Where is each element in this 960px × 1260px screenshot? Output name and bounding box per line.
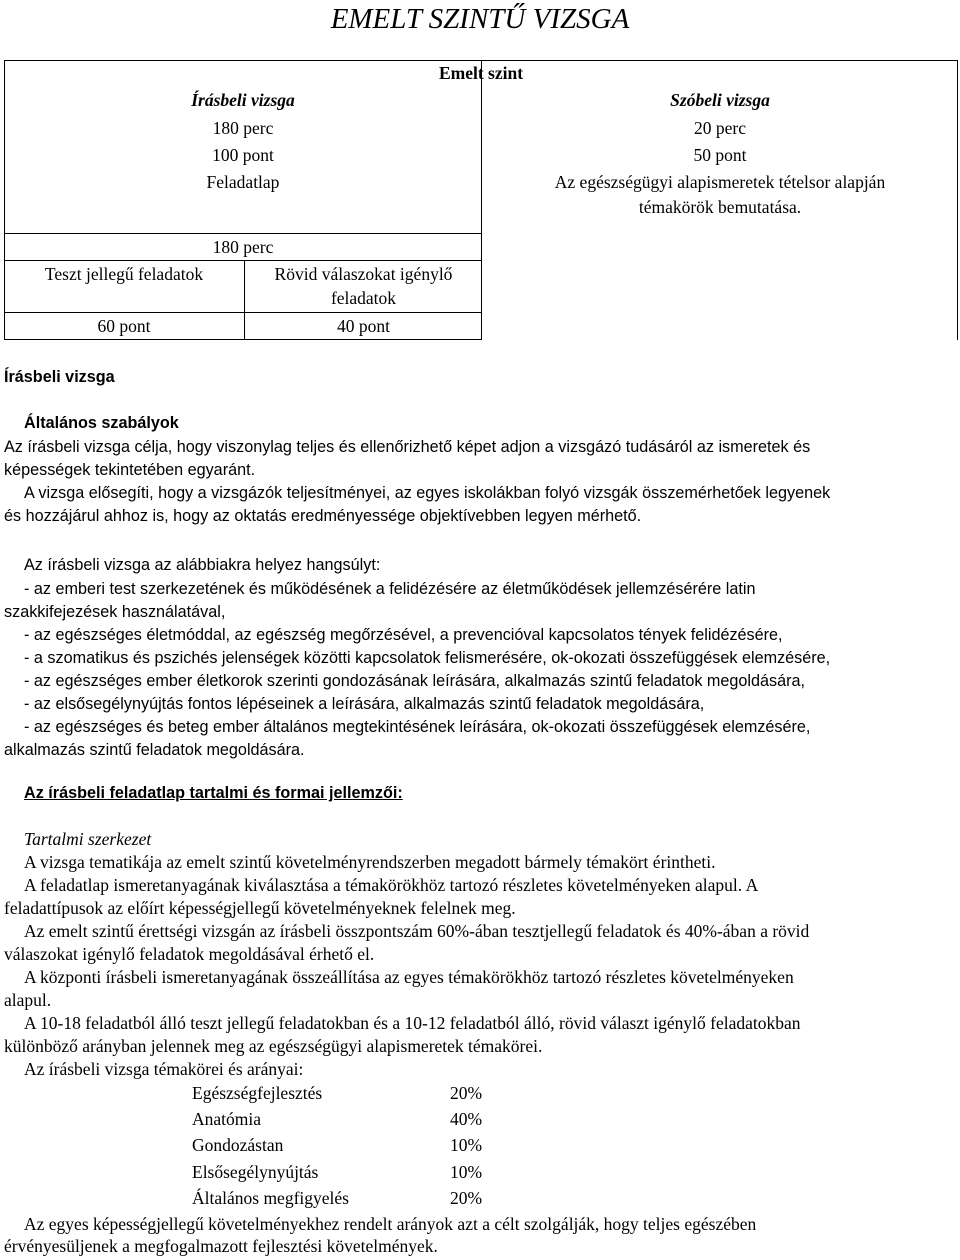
content-line3b: válaszokat igénylő feladatok megoldásával érhető el. xyxy=(4,944,375,964)
content-line5b: különböző arányban jelennek meg az egészségügyi alapismeretek témakörei. xyxy=(4,1036,543,1056)
topic-row xyxy=(192,1185,522,1211)
topic-name: Anatómia xyxy=(192,1109,262,1129)
content-line1: A vizsga tematikája az emelt szintű követelményrendszerben megadott bármely témakört érintheti. xyxy=(24,852,716,872)
section-heading: Írásbeli vizsga xyxy=(4,368,115,386)
written-time: 180 perc xyxy=(212,118,274,138)
exam-structure-table xyxy=(4,60,958,340)
test-tasks-label: Teszt jellegű feladatok xyxy=(44,264,204,284)
emphasis-item1-line2: szakkifejezések használatával, xyxy=(4,603,226,621)
topic-percent: 20% xyxy=(450,1188,483,1208)
written-form: Feladatlap xyxy=(206,172,280,192)
emphasis-item1-line1: - az emberi test szerkezetének és működésének a felidézésére az életműködések jellemzésérére latin xyxy=(24,580,756,598)
closing-line2: érvényesüljenek a megfogalmazott fejlesztési követelmények. xyxy=(4,1236,438,1256)
short-answer-points: 40 pont xyxy=(337,316,390,336)
emphasis-item3: - a szomatikus és pszichés jelenségek közötti kapcsolatok felismerésére, ok-okozati összefüggések elemzésére, xyxy=(24,649,831,667)
oral-time: 20 perc xyxy=(694,118,746,138)
topic-percent: 10% xyxy=(450,1162,483,1182)
topic-percent: 20% xyxy=(450,1083,483,1103)
content-line5a: A 10-18 feladatból álló teszt jellegű feladatokban és a 10-12 feladatból álló, rövid választ igénylő feladatokban xyxy=(24,1013,801,1033)
oral-form-line1: Az egészségügyi alapismeretek tételsor alapján xyxy=(554,172,886,192)
short-answer-label-1: Rövid válaszokat igénylő xyxy=(274,264,453,284)
closing-line1: Az egyes képességjellegű követelményekhez rendelt arányok azt a célt szolgálják, hogy teljes egészében xyxy=(24,1214,757,1234)
general-p1-line2: képességek tekintetében egyaránt. xyxy=(4,461,256,479)
topic-name: Általános megfigyelés xyxy=(192,1188,349,1208)
subtable-time: 180 perc xyxy=(212,237,274,257)
general-p2-line2: és hozzájárul ahhoz is, hogy az oktatás eredményessége objektívebben legyen mérhető. xyxy=(4,507,642,525)
topic-name: Egészségfejlesztés xyxy=(192,1083,323,1103)
topic-row xyxy=(192,1080,522,1106)
level-header: Emelt szint xyxy=(438,63,524,83)
written-points: 100 pont xyxy=(212,145,274,165)
oral-exam-header: Szóbeli vizsga xyxy=(670,90,770,110)
emphasis-item6-line1: - az egészséges és beteg ember általános megtekintésének leírására, ok-okozati összefüggések elemzésére, xyxy=(24,718,811,736)
topic-name: Elsősegélynyújtás xyxy=(192,1162,319,1182)
emphasis-item2: - az egészséges életmóddal, az egészség megőrzésével, a prevencióval kapcsolatos tények felidézésére, xyxy=(24,626,783,644)
emphasis-item6-line2: alkalmazás szintű feladatok megoldására. xyxy=(4,741,305,759)
content-line2a: A feladatlap ismeretanyagának kiválasztása a témakörökhöz tartozó részletes követelményeken alapul. A xyxy=(24,875,759,895)
topic-row xyxy=(192,1132,522,1158)
topic-name: Gondozástan xyxy=(192,1135,284,1155)
content-heading: Az írásbeli feladatlap tartalmi és formai jellemzői: xyxy=(24,784,403,802)
general-p2-line1: A vizsga elősegíti, hogy a vizsgázók teljesítményei, az egyes iskolákban folyó vizsgák összemérhetőek legyenek xyxy=(24,484,831,502)
short-answer-label-2: feladatok xyxy=(330,288,397,308)
topic-percent: 40% xyxy=(450,1109,483,1129)
topics-intro: Az írásbeli vizsga témakörei és arányai: xyxy=(24,1059,304,1079)
topic-row xyxy=(192,1159,522,1185)
written-exam-header: Írásbeli vizsga xyxy=(191,90,295,110)
test-tasks-points: 60 pont xyxy=(97,316,151,336)
content-line2b: feladattípusok az előírt képességjellegű követelményeknek felelnek meg. xyxy=(4,898,516,918)
emphasis-item4: - az egészséges ember életkorok szerinti gondozásának leírására, alkalmazás szintű feladatok megoldására, xyxy=(24,672,806,690)
general-rules-heading: Általános szabályok xyxy=(24,414,179,432)
content-line4b: alapul. xyxy=(4,990,52,1010)
page-title: EMELT SZINTŰ VIZSGA xyxy=(330,3,630,35)
topic-row xyxy=(192,1106,522,1132)
topic-percent: 10% xyxy=(450,1135,483,1155)
content-subheading: Tartalmi szerkezet xyxy=(24,829,152,849)
oral-points: 50 pont xyxy=(693,145,747,165)
emphasis-item5: - az elsősegélynyújtás fontos lépéseinek a leírására, alkalmazás szintű feladatok megoldására, xyxy=(24,695,705,713)
emphasis-intro: Az írásbeli vizsga az alábbiakra helyez hangsúlyt: xyxy=(24,556,381,574)
content-line4a: A központi írásbeli ismeretanyagának összeállítása az egyes témakörökhöz tartozó részletes követelményeken xyxy=(24,967,794,987)
oral-form-line2: témakörök bemutatása. xyxy=(638,197,802,217)
general-p1-line1: Az írásbeli vizsga célja, hogy viszonylag teljes és ellenőrizhető képet adjon a vizsgázó tudásáról az ismeretek és xyxy=(4,438,811,456)
content-line3a: Az emelt szintű érettségi vizsgán az írásbeli összpontszám 60%-ában tesztjellegű feladatok és 40%-ában a rövid xyxy=(24,921,810,941)
